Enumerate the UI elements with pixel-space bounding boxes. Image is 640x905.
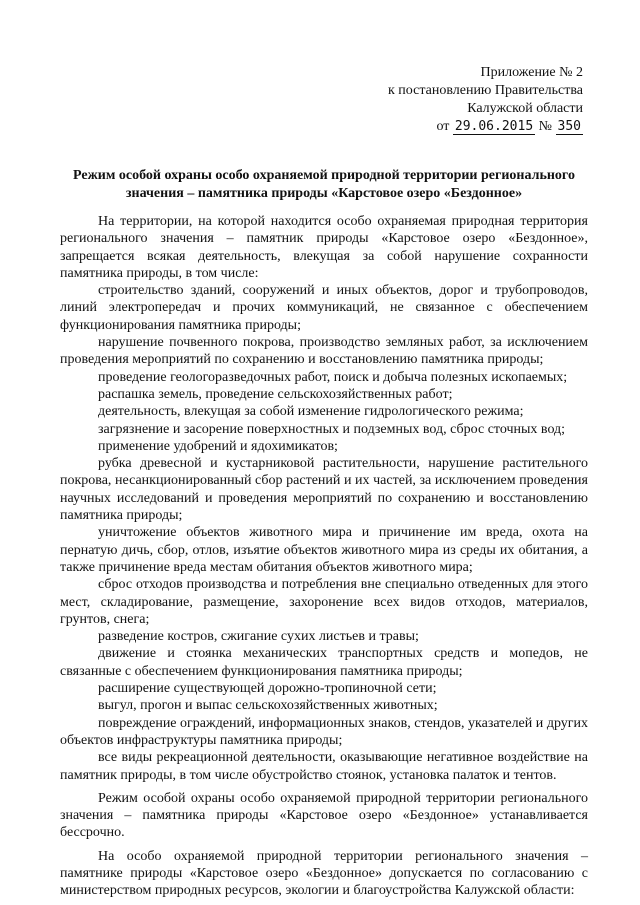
list-item: загрязнение и засорение поверхностных и подземных вод, сброс сточных вод;	[98, 421, 566, 437]
list-item: расширение существующей дорожно-тропиночной сети;	[98, 681, 437, 697]
document-title: Режим особой охраны особо охраняемой природной территории регионального значения – памятника природы «Карстовое озеро «Бездонное»	[73, 168, 575, 201]
date-prefix: от	[436, 119, 450, 134]
list-item: проведение геологоразведочных работ, поиск и добыча полезных ископаемых;	[98, 369, 568, 385]
list-item: нарушение почвенного покрова, производство земляных работ, за исключением проведения мероприятий по сохранению и восстановлению памятника природы;	[60, 335, 588, 368]
annex-date-line	[388, 118, 583, 136]
paragraph-regime-term: Режим особой охраны особо охраняемой природной территории регионального значения – памятника природы «Карстовое озеро «Бездонное» устанавливается бессрочно.	[60, 790, 588, 841]
resolution-date: 29.06.2015	[454, 119, 534, 134]
resolution-number: 350	[557, 119, 581, 134]
annex-resolution-ref: к постановлению Правительства	[387, 83, 583, 98]
list-item: применение удобрений и ядохимикатов;	[98, 438, 338, 454]
list-item: движение и стоянка механических транспортных средств и мопедов, не связанные с обеспечением функционирования памятника природы;	[60, 646, 588, 679]
list-item: разведение костров, сжигание сухих листьев и травы;	[98, 629, 419, 645]
annex-region: Калужской области	[467, 101, 583, 116]
paragraph-intro: На территории, на которой находится особо охраняемая природная территория регионального значения – памятник природы «Карстовое озеро «Бездонное», запрещается всякая деятельность, влекущая за собой нарушение сохранности памятника природы, в том числе:	[60, 214, 588, 281]
list-item: выгул, прогон и выпас сельскохозяйственных животных;	[98, 698, 438, 714]
list-item: сброс отходов производства и потребления вне специально отведенных для этого мест, складирование, размещение, захоронение всех видов отходов, материалов, грунтов, снега;	[60, 577, 588, 627]
annex-header	[388, 64, 583, 136]
list-item: повреждение ограждений, информационных знаков, стендов, указателей и других объектов инфраструктуры памятника природы;	[60, 715, 588, 748]
list-item: все виды рекреационной деятельности, оказывающие негативное воздействие на памятник природы, в том числе обустройство стоянок, установка палаток и тентов.	[60, 750, 588, 783]
list-item: деятельность, влекущая за собой изменение гидрологического режима;	[98, 404, 524, 420]
number-prefix: №	[538, 119, 553, 134]
list-item: рубка древесной и кустарниковой растительности, нарушение растительного покрова, несанкционированный сбор растений и их частей, за исключением проведения научных исследований и проведения мероприятий по сохранению и восстановлению памятника природы;	[60, 456, 588, 524]
list-item: распашка земель, проведение сельскохозяйственных работ;	[98, 386, 453, 402]
list-item: строительство зданий, сооружений и иных объектов, дорог и трубопроводов, линий электропередач и прочих коммуникаций, не связанное с обеспечением функционирования памятника природы;	[60, 283, 588, 333]
paragraph-permitted-activities: На особо охраняемой природной территории регионального значения – памятнике природы «Карстовое озеро «Бездонное» допускается по согласованию с министерством природных ресурсов, экологии и благоустройства Калужской области:	[60, 848, 588, 899]
annex-number: Приложение № 2	[480, 65, 583, 80]
document-body	[60, 213, 588, 900]
list-item: уничтожение объектов животного мира и причинение им вреда, охота на пернатую дичь, сбор, отлов, изъятие объектов животного мира из среды их обитания, а также причинение вреда местам обитания объектов животного мира;	[60, 525, 588, 575]
